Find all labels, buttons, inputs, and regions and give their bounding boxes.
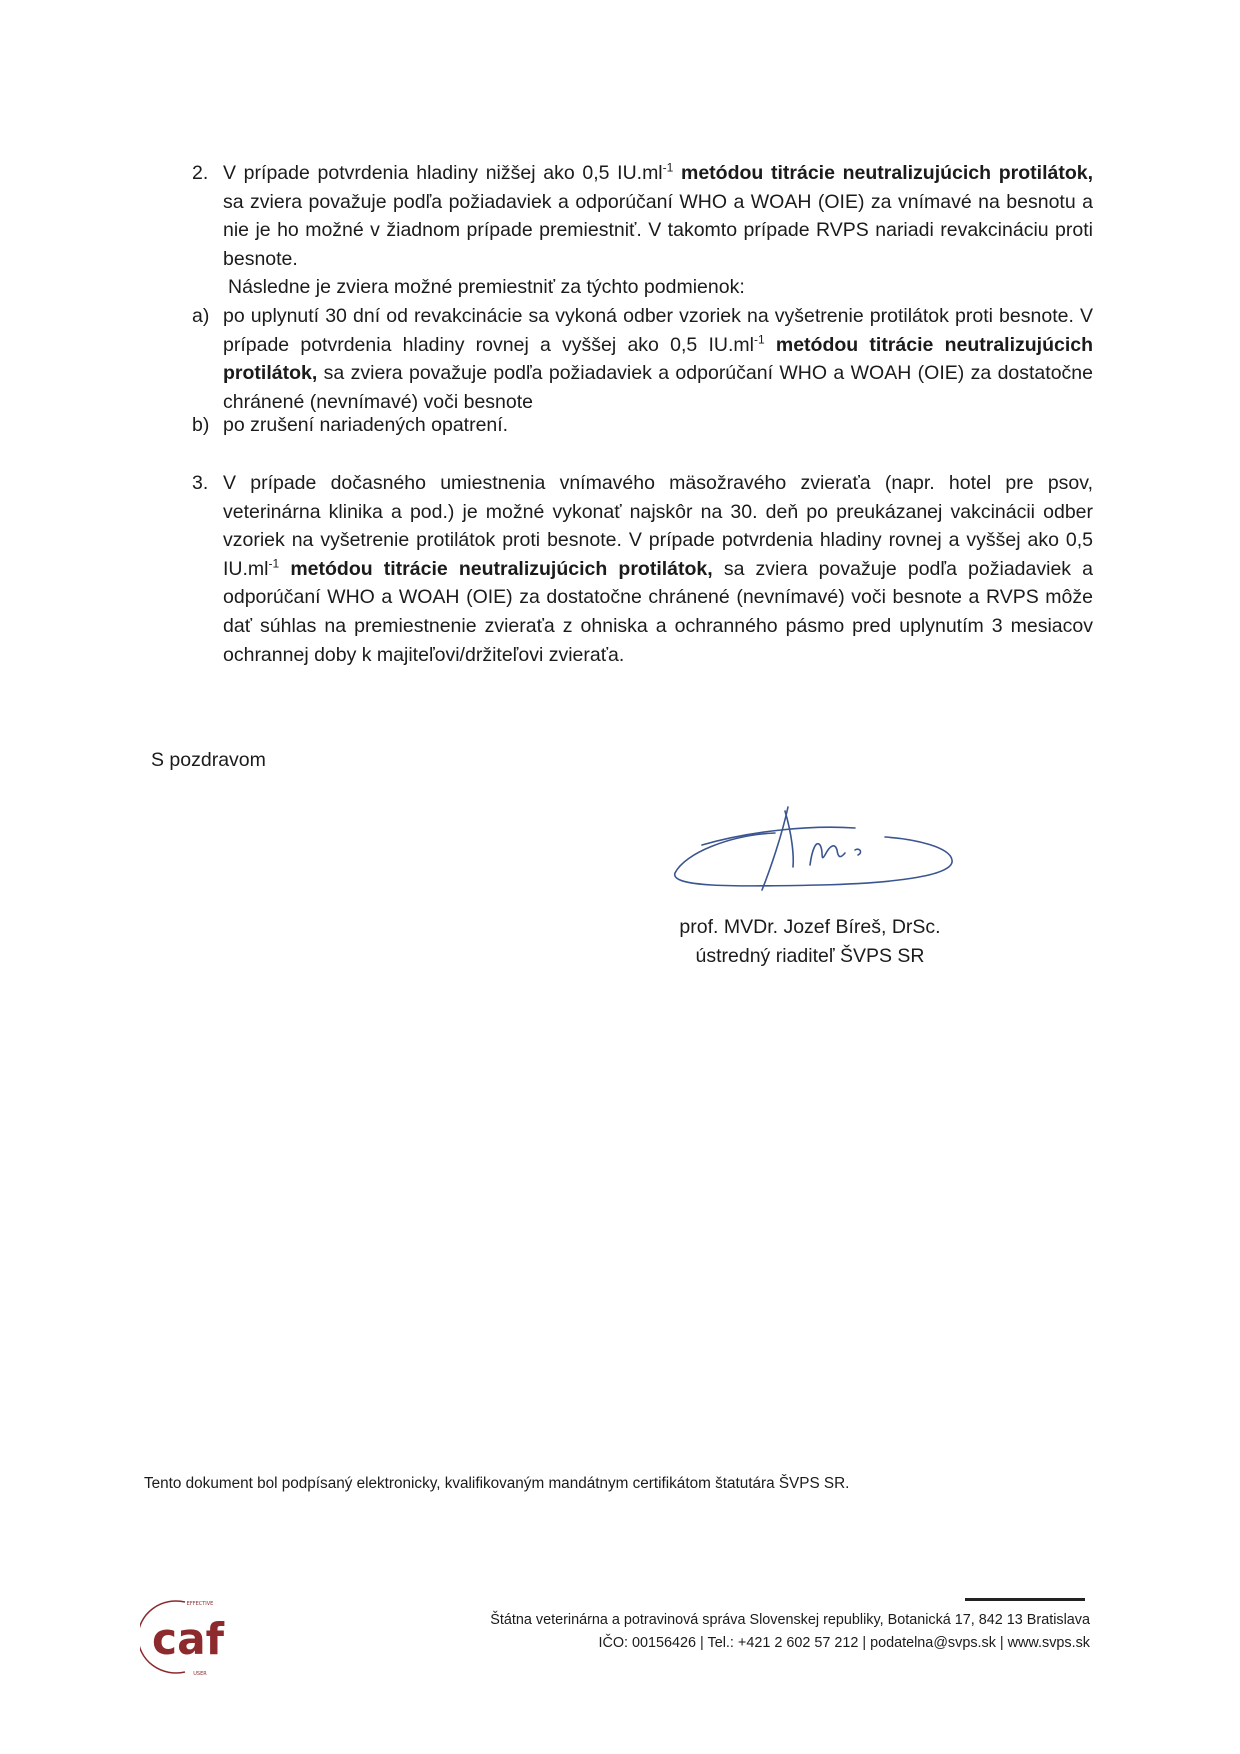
item-3-text-part1: V prípade dočasného umiestnenia vnímavého mäsožravého zvieraťa (napr. hotel pre psov, veterinárna klinika a pod.) je možné vykonať najskôr na 30. deň po preukázanej vakcinácii odber vzoriek na vyšetrenie protilátok proti besnote. V prípade potvrdenia hladiny rovnej a vyššej ako 0,5 IU.ml xyxy=(223,472,1093,580)
list-marker: b) xyxy=(192,414,210,436)
list-marker: a) xyxy=(192,305,210,327)
item-a-text-part1: po uplynutí 30 dní od revakcinácie sa vykoná odber vzoriek na vyšetrenie protilátok proti besnote. V prípade potvrdenia hladiny rovnej a vyššej ako 0,5 IU.ml xyxy=(223,305,1093,356)
logo-top-text: EFFECTIVE xyxy=(186,1601,214,1607)
electronic-signature-note: Tento dokument bol podpísaný elektronicky, kvalifikovaným mandátnym certifikátom štatutára ŠVPS SR. xyxy=(144,1475,850,1492)
item-2-followup: Následne je zviera možné premiestniť za týchto podmienok: xyxy=(228,276,745,299)
item-3-text xyxy=(223,469,1093,669)
caf-logo xyxy=(140,1596,236,1678)
item-b-text: po zrušení nariadených opatrení. xyxy=(223,414,509,436)
list-item-2 xyxy=(193,159,1093,302)
footer-contacts: IČO: 00156426 | Tel.: +421 2 602 57 212 | podatelna@svps.sk | www.svps.sk xyxy=(598,1635,1090,1651)
greeting: S pozdravom xyxy=(151,749,266,771)
signer-block xyxy=(640,913,980,971)
item-2-bold-method: metódou titrácie neutralizujúcich protilátok, xyxy=(681,162,1093,184)
handwritten-signature xyxy=(670,795,960,895)
item-2-text-part2: sa zviera považuje podľa požiadaviek a odporúčaní WHO a WOAH (OIE) za vnímavé na besnotu a nie je ho možné v žiadnom prípade premiestniť. V takomto prípade RVPS nariadi revakcináciu proti besnote. xyxy=(223,190,1093,270)
item-3-bold-method: metódou titrácie neutralizujúcich protilátok, xyxy=(290,557,713,580)
footer-rule xyxy=(965,1598,1085,1601)
list-item-3 xyxy=(193,469,1093,669)
signer-title: ústredný riaditeľ ŠVPS SR xyxy=(695,945,925,967)
unit-exponent: -1 xyxy=(753,332,765,347)
item-2-text-part1: V prípade potvrdenia hladiny nižšej ako 0,5 IU.ml xyxy=(223,162,663,184)
footer-address: Štátna veterinárna a potravinová správa Slovenskej republiky, Botanická 17, 842 13 Bratislava xyxy=(490,1612,1090,1628)
item-3-text-part2: sa zviera považuje podľa požiadaviek a odporúčaní WHO a WOAH (OIE) za dostatočne chránené (nevnímavé) voči besnote a RVPS môže dať súhlas na premiestnenie zvieraťa z ohniska a ochranného pásmo pred uplynutím 3 mesiacov ochrannej doby k majiteľovi/držiteľovi zvieraťa. xyxy=(223,557,1094,666)
logo-text: caf xyxy=(152,1614,225,1665)
item-2-text xyxy=(223,159,1093,273)
item-a-text-part2: sa zviera považuje podľa požiadaviek a odporúčaní WHO a WOAH (OIE) za dostatočne chránené (nevnímavé) voči besnote xyxy=(223,362,1093,413)
logo-bottom-text: USER xyxy=(193,1671,207,1677)
list-item-b xyxy=(193,411,1093,440)
unit-exponent: -1 xyxy=(662,160,674,175)
list-marker: 2. xyxy=(192,162,209,184)
signer-name: prof. MVDr. Jozef Bíreš, DrSc. xyxy=(679,916,941,938)
list-marker: 3. xyxy=(192,472,209,494)
unit-exponent: -1 xyxy=(268,556,280,571)
item-a-bold-method: metódou titrácie neutralizujúcich protilátok, xyxy=(223,333,1094,385)
item-a-text xyxy=(223,302,1093,416)
list-item-a xyxy=(193,302,1093,416)
